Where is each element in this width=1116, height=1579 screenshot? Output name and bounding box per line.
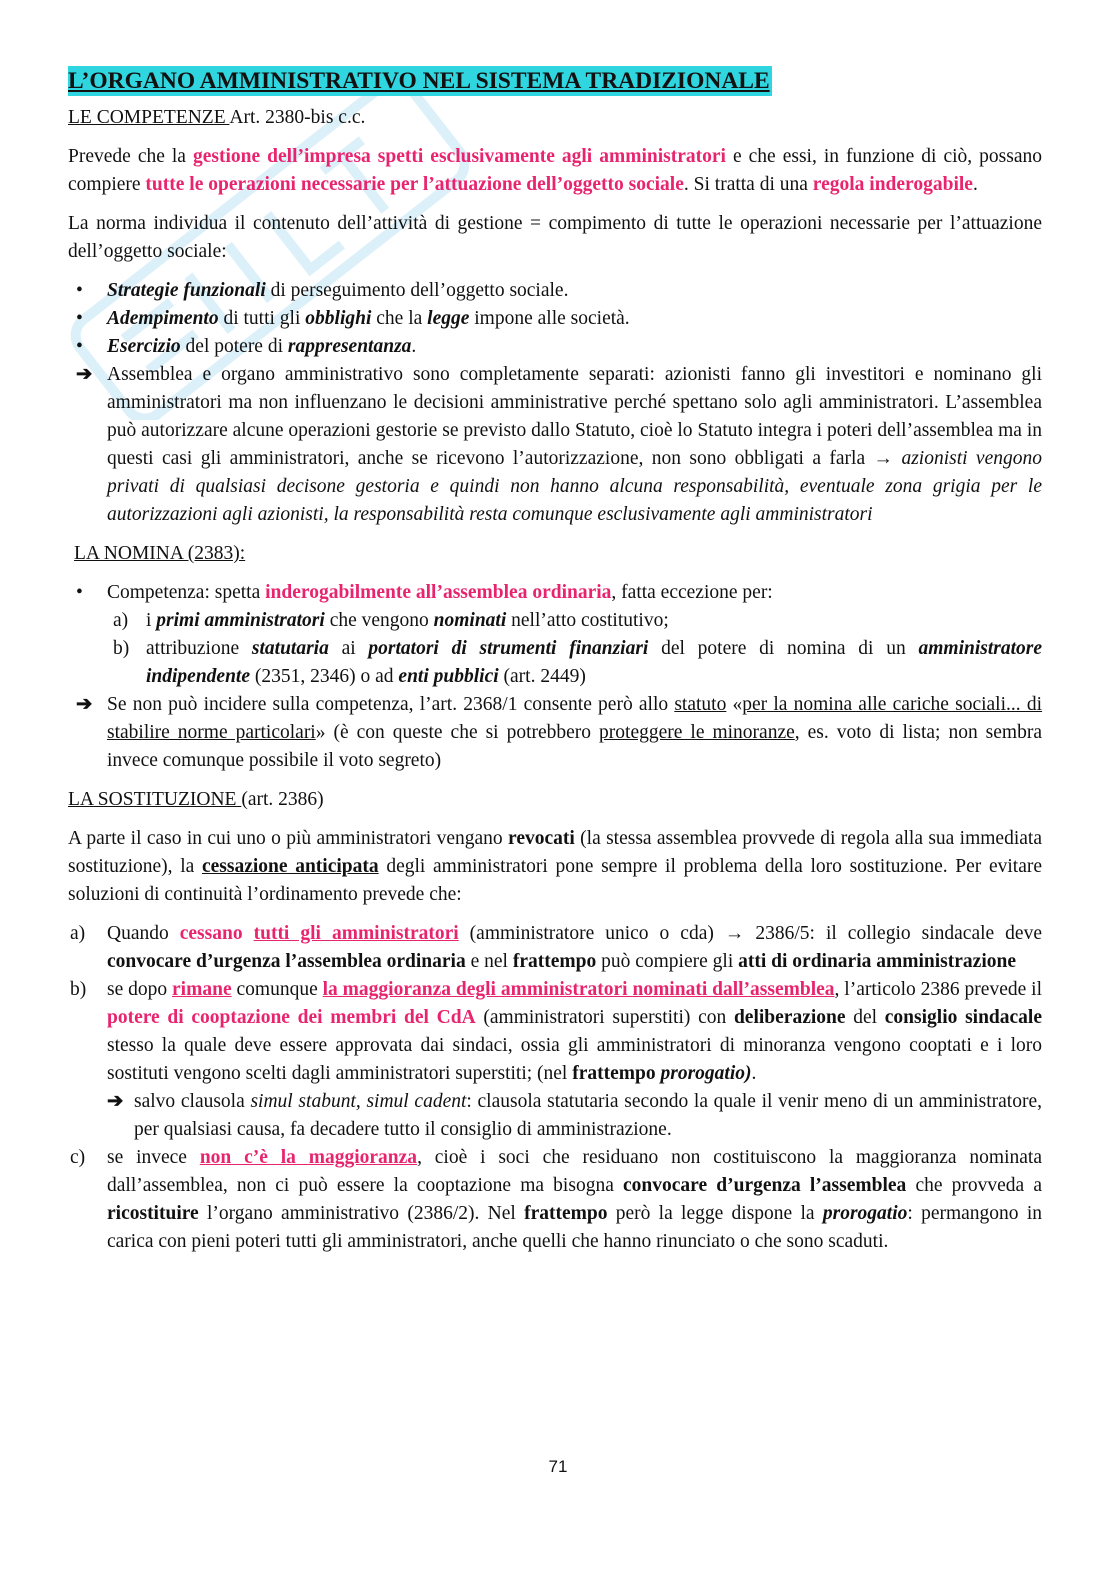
list-item: a) i primi amministratori che vengono nominati nell’atto costitutivo;	[113, 610, 669, 631]
list-item: c) se invece non c’è la maggioranza, cioè i soci che residuano non costituiscono la maggioranza nominata dall’assemblea, non ci può essere la cooptazione ma bisogna convocare d’urgenza l’assemblea che provveda a ricostituire l’organo amministrativo (2386/2). Nel frattempo però la legge dispone la prorogatio: permangono in carica con pieni poteri tutti gli amministratori, anche quelli che hanno rinunciato o che sono scaduti.	[70, 1147, 1042, 1252]
list-competenze	[68, 277, 1042, 529]
list-item: a) Quando cessano tutti gli amministratori (amministratore unico o cda) → 2386/5: il collegio sindacale deve convocare d’urgenza l’assemblea ordinaria e nel frattempo può compiere gli atti di ordinaria amministrazione	[70, 923, 1042, 972]
list-item: • Competenza: spetta inderogabilmente all’assemblea ordinaria, fatta eccezione per:	[68, 579, 1042, 607]
section-heading-competenze: LE COMPETENZE Art. 2380-bis c.c.	[68, 107, 366, 128]
page-number: 71	[548, 1457, 568, 1476]
bullet-icon: •	[76, 308, 83, 329]
list-item: • Esercizio del potere di rappresentanza.	[68, 333, 1042, 361]
page-title: L’ORGANO AMMINISTRATIVO NEL SISTEMA TRADIZIONALE	[68, 68, 770, 94]
section-heading-nomina: LA NOMINA (2383):	[74, 543, 246, 564]
bullet-icon: •	[76, 336, 83, 357]
list-item: • Strategie funzionali di perseguimento dell’oggetto sociale.	[68, 277, 1042, 305]
list-item-arrow: ➔ Assemblea e organo amministrativo sono completamente separati: azionisti fanno gli investitori e nominano gli amministratori ma non influenzano le decisioni amministrative perché spettano solo agli amministratori. L’assemblea può autorizzare alcune operazioni gestorie se previsto dallo Statuto, cioè lo Statuto integra i poteri dell’assemblea ma in questi casi gli amministratori, anche se ricevono l’autorizzazione, non sono obbligati a farla → azionisti vengono privati di qualsiasi decisone gestoria e quindi non hanno alcuna responsabilità, eventuale zona grigia per le autorizzazioni agli azionisti, la responsabilità resta comunque esclusivamente agli amministratori	[68, 361, 1042, 529]
paragraph-competenze-norma: La norma individua il contenuto dell’attività di gestione = compimento di tutte le operazioni necessarie per l’attuazione dell’oggetto sociale:	[68, 213, 1042, 262]
section-heading-sostituzione: LA SOSTITUZIONE (art. 2386)	[68, 789, 324, 810]
list-sostituzione	[68, 920, 1042, 1256]
paragraph-competenze-intro: Prevede che la gestione dell’impresa spetti esclusivamente agli amministratori e che essi, in funzione di ciò, possano compiere tutte le operazioni necessarie per l’attuazione dell’oggetto sociale. Si tratta di una regola inderogabile.	[68, 146, 1042, 195]
list-item: b) attribuzione statutaria ai portatori di strumenti finanziari del potere di nomina di un amministratore indipendente (2351, 2346) o ad enti pubblici (art. 2449)	[113, 638, 1043, 687]
arrow-right-icon: ➔	[76, 694, 93, 715]
bullet-icon: •	[76, 582, 83, 603]
list-item: b) se dopo rimane comunque la maggioranza degli amministratori nominati dall’assemblea, l’articolo 2386 prevede il potere di cooptazione dei membri del CdA (amministratori superstiti) con deliberazione del consiglio sindacale stesso la quale deve essere approvata dai sindaci, ossia gli amministratori di minoranza vengono cooptati e i loro sostituti vengono scelti dagli amministratori superstiti; (nel frattempo prorogatio).	[70, 979, 1042, 1084]
arrow-right-icon: ➔	[76, 364, 93, 385]
paragraph-sostituzione-intro: A parte il caso in cui uno o più amministratori vengano revocati (la stessa assemblea provvede di regola alla sua immediata sostituzione), la cessazione anticipata degli amministratori pone sempre il problema della loro sostituzione. Per evitare soluzioni di continuità l’ordinamento prevede che:	[68, 828, 1042, 905]
list-item: • Adempimento di tutti gli obblighi che la legge impone alle società.	[68, 305, 1042, 333]
bullet-icon: •	[76, 280, 83, 301]
list-item-arrow: ➔ salvo clausola simul stabunt, simul cadent: clausola statutaria secondo la quale il venir meno di un amministratore, per qualsiasi causa, fa decadere tutto il consiglio di amministrazione.	[68, 1088, 1042, 1144]
page-content	[68, 66, 1042, 1267]
list-item-arrow: ➔ Se non può incidere sulla competenza, l’art. 2368/1 consente però allo statuto «per la nomina alle cariche sociali... di stabilire norme particolari» (è con queste che si potrebbero proteggere le minoranze, es. voto di lista; non sembra invece comunque possibile il voto segreto)	[68, 691, 1042, 775]
arrow-right-icon: ➔	[107, 1091, 124, 1112]
list-nomina	[68, 579, 1042, 775]
